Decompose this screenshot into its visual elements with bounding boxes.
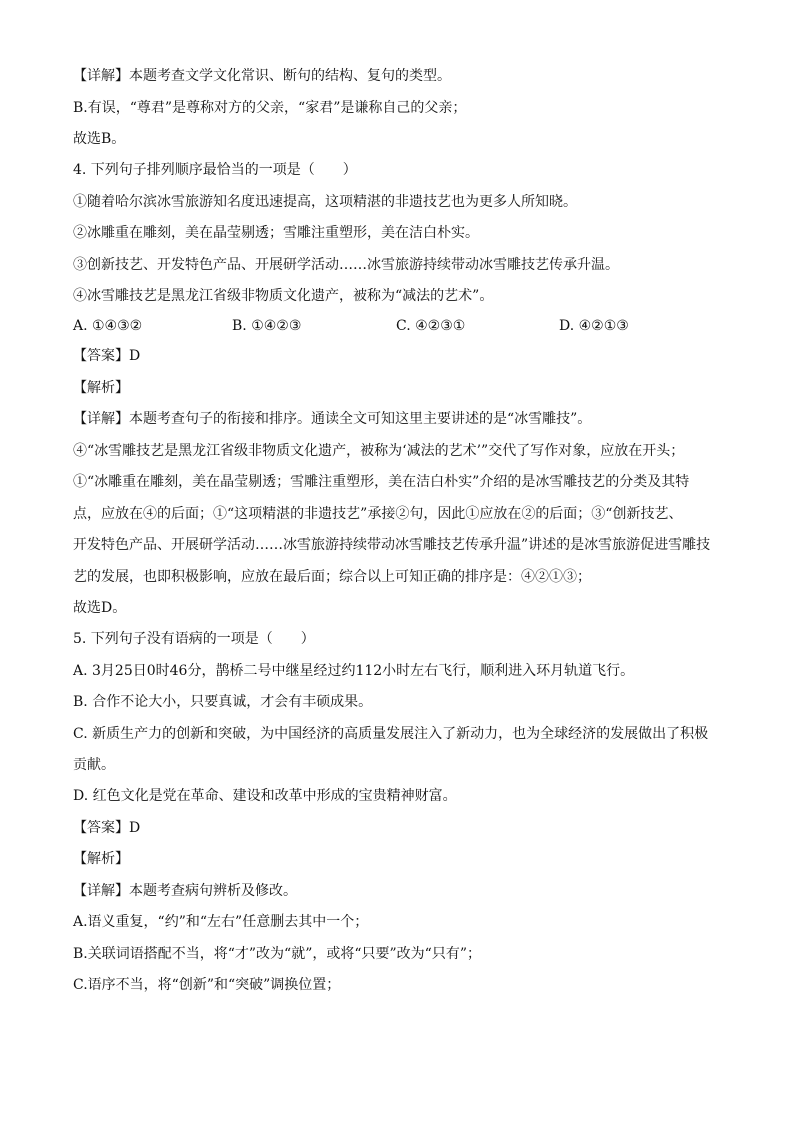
- conclusion-line: 故选B。: [73, 131, 126, 147]
- option-a: A. ①④③②: [73, 318, 143, 334]
- question-5-option-a: A. 3月25日0时46分，鹊桥二号中继星经过约112小时左右飞行，顺利进入环月轨道飞行。: [73, 663, 635, 679]
- analysis-label: 【解析】: [73, 851, 129, 867]
- explanation-line: 【详解】本题考查句子的衔接和排序。通读全文可知这里主要讲述的是“冰雪雕技”。: [73, 411, 592, 427]
- answer-label: 【答案】D: [73, 820, 141, 836]
- explanation-line: 点，应放在④的后面；①“这项精湛的非遗技艺”承接②句，因此①应放在②的后面；③“创新技艺、: [73, 506, 683, 522]
- explanation-line: ④“冰雪雕技艺是黑龙江省级非物质文化遗产，被称为‘减法的艺术’”交代了写作对象，应放在开头；: [73, 443, 685, 459]
- option-c: C. ④②③①: [396, 318, 466, 334]
- answer-label: 【答案】D: [73, 348, 141, 364]
- question-5-stem: 5. 下列句子没有语病的一项是（ ）: [73, 631, 315, 647]
- question-5-option-c: C. 新质生产力的创新和突破，为中国经济的高质量发展注入了新动力，也为全球经济的发展做出了积极: [73, 726, 709, 742]
- explanation-line: C.语序不当，将“创新”和“突破”调换位置；: [73, 977, 341, 993]
- explanation-line: B.关联词语搭配不当，将“才”改为“就”，或将“只要”改为“只有”；: [73, 946, 481, 962]
- question-4-sentence-4: ④冰雪雕技艺是黑龙江省级非物质文化遗产，被称为“减法的艺术”。: [73, 288, 494, 304]
- explanation-line: 【详解】本题考查病句辨析及修改。: [73, 883, 297, 899]
- question-4-stem: 4. 下列句子排列顺序最恰当的一项是（ ）: [73, 162, 357, 178]
- conclusion-line: 故选D。: [73, 600, 127, 616]
- question-4-sentence-3: ③创新技艺、开发特色产品、开展研学活动……冰雪旅游持续带动冰雪雕技艺传承升温。: [73, 257, 619, 273]
- question-4-sentence-2: ②冰雕重在雕刻，美在晶莹剔透；雪雕注重塑形，美在洁白朴实。: [73, 225, 479, 241]
- question-5-option-c-continued: 贡献。: [73, 757, 115, 773]
- question-5-option-d: D. 红色文化是党在革命、建设和改革中形成的宝贵精神财富。: [73, 788, 457, 804]
- question-4-sentence-1: ①随着哈尔滨冰雪旅游知名度迅速提高，这项精湛的非遗技艺也为更多人所知晓。: [73, 194, 577, 210]
- question-5-option-b: B. 合作不论大小，只要真诚，才会有丰硕成果。: [73, 694, 373, 710]
- explanation-line: 艺的发展，也即积极影响，应放在最后面；综合以上可知正确的排序是：④②①③；: [73, 569, 591, 585]
- analysis-label: 【解析】: [73, 380, 129, 396]
- option-d: D. ④②①③: [559, 318, 629, 334]
- explanation-line: ①“冰雕重在雕刻，美在晶莹剔透；雪雕注重塑形，美在洁白朴实”介绍的是冰雪雕技艺的分类及其特: [73, 474, 690, 490]
- explanation-line: 开发特色产品、开展研学活动……冰雪旅游持续带动冰雪雕技艺传承升温”讲述的是冰雪旅游促进雪雕技: [73, 537, 711, 553]
- explanation-line: B.有误，“尊君”是尊称对方的父亲，“家君”是谦称自己的父亲；: [73, 100, 467, 116]
- question-4-options: [73, 316, 723, 336]
- explanation-line: 【详解】本题考查文学文化常识、断句的结构、复句的类型。: [73, 68, 451, 84]
- option-b: B. ①④②③: [232, 318, 302, 334]
- explanation-line: A.语义重复，“约”和“左右”任意删去其中一个；: [73, 914, 369, 930]
